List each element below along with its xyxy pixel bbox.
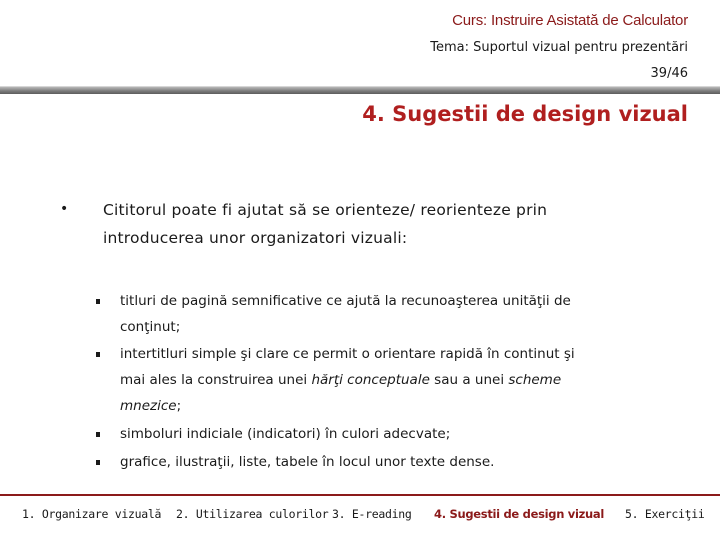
text-run-italic: scheme [508, 372, 562, 388]
square-bullet-icon [96, 299, 100, 304]
footer-nav [0, 504, 720, 526]
sub-bullet-item [96, 288, 686, 340]
slide-title: 4. Sugestii de design vizual [362, 102, 688, 126]
bullet-dot-icon: • [60, 201, 69, 217]
main-bullet-line: introducerea unor organizatori vizuali: [103, 229, 408, 247]
sub-bullet-item [96, 421, 686, 447]
topic-title: Tema: Suportul vizual pentru prezentări [430, 40, 688, 55]
course-title: Curs: Instruire Asistată de Calculator [452, 12, 688, 29]
sub-bullet-line [120, 393, 686, 419]
footer-link-culori[interactable]: 2. Utilizarea culorilor [176, 507, 329, 521]
sub-bullet-line: titluri de pagină semnificative ce ajută la recunoaşterea unităţii de [120, 293, 571, 309]
footer-link-exercitii[interactable]: 5. Exerciţii [625, 507, 705, 521]
footer-link-ereading[interactable]: 3. E-reading [332, 507, 412, 521]
sub-bullet-item [96, 341, 686, 419]
square-bullet-icon [96, 460, 100, 465]
text-run: mai ales la construirea unei [120, 372, 312, 388]
text-run: sau a unei [429, 372, 509, 388]
sub-bullet-item [96, 449, 686, 475]
footer-link-organizare[interactable]: 1. Organizare vizuală [22, 507, 162, 521]
text-run-italic: mnezice [120, 398, 177, 414]
sub-bullet-line [120, 367, 686, 393]
square-bullet-icon [96, 432, 100, 437]
header-divider [0, 86, 720, 94]
footer-divider [0, 494, 720, 496]
text-run: ; [176, 398, 182, 414]
main-bullet-text [103, 196, 663, 252]
main-bullet-line: Cititorul poate fi ajutat să se orienteze/ reorienteze prin [103, 201, 548, 219]
sub-bullet-line: intertitluri simple şi clare ce permit o orientare rapidă în continut şi [120, 346, 575, 362]
square-bullet-icon [96, 352, 100, 357]
text-run-italic: hărţi conceptuale [311, 372, 430, 388]
page-number: 39/46 [650, 66, 688, 81]
sub-bullet-line: grafice, ilustraţii, liste, tabele în locul unor texte dense. [120, 454, 495, 470]
footer-link-design[interactable]: 4. Sugestii de design vizual [434, 507, 605, 521]
sub-bullet-line: conţinut; [120, 319, 181, 335]
sub-bullet-line: simboluri indiciale (indicatori) în culori adecvate; [120, 426, 451, 442]
